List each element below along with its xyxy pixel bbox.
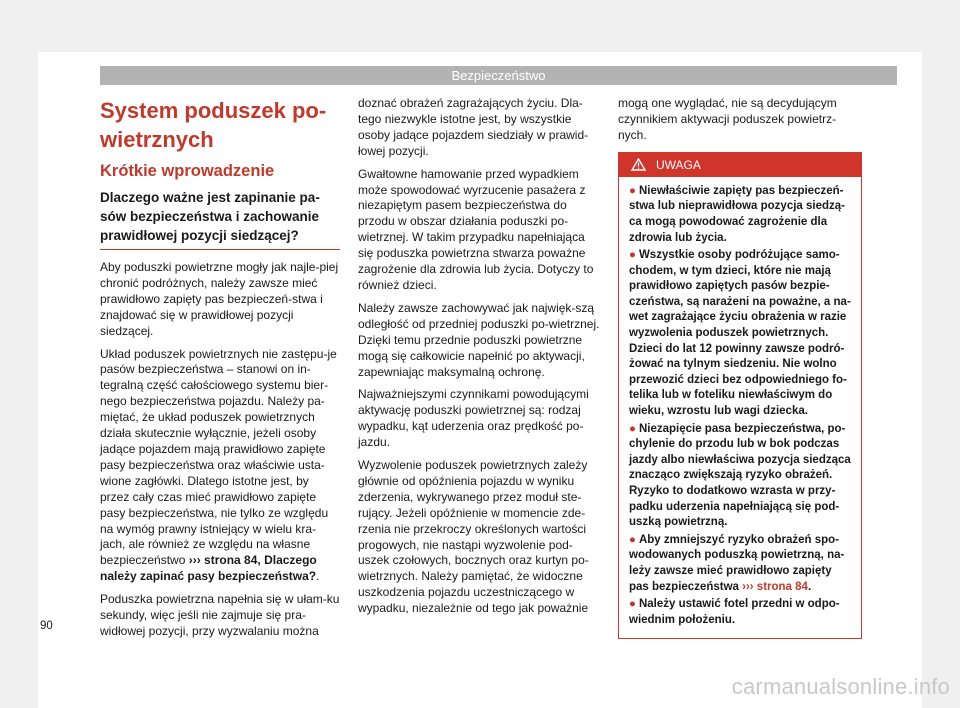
warning-item-text: Wszystkie osoby podróżujące samo-chodem, w tym dzieci, które nie mają prawidłowo zapiętych pasów bezpie-czeństwa, są narażeni na poważne, a na-wet zagrażające życiu obrażenia w razie wyzwolenia poduszek powietrznych. Dzieci do lat 12 powinny zawsze podró-żować na tylnym siedzeniu. Nie wolno przewozić dzieci bez odpowiedniego fo-telika lub w foteliku niewłaściwym do wieku, wzrostu lub wagi dziecka.	[629, 249, 851, 418]
bullet-icon: ●	[629, 249, 636, 262]
paragraph: Aby poduszki powietrzne mogły jak najle-piej chronić podróżnych, należy zawsze mieć prawidłowo zapięty pas bezpieczeń-stwa i znajdować się w prawidłowej pozycji siedzącej.	[100, 260, 339, 338]
page-title	[100, 96, 340, 154]
paragraph: Najważniejszymi czynnikami powodującymi aktywację poduszki powietrznej są: rodzaj wypadku, kąt uderzenia oraz prędkość po-jazdu.	[358, 387, 589, 450]
page-title-line2: wietrznych	[100, 127, 214, 152]
warning-item	[629, 248, 851, 420]
page-title-line1: System poduszek po-	[100, 98, 327, 123]
bullet-icon: ●	[629, 184, 636, 197]
warning-item	[629, 533, 851, 595]
paragraph-text: Układ poduszek powietrznych nie zastępu-je pasów bezpieczeństwa – stanowi on in-tegralną część całościowego systemu bier-nego bezpieczeństwa pojazdu. Należy pa-miętać, że układ poduszek powietrznych działa skutecznie wyłącznie, jeżeli osoby jadące pojazdem mają prawidłowo zapięte pasy bezpieczeństwa oraz właściwie usta-wione zagłówki. Dlatego istotne jest, by przez cały czas mieć prawidłowo zapięte pasy bezpieczeństwa, nie tylko ze względu na wymóg prawny istniejący w wielu kra-jach, ale również ze względu na własne bezpieczeństwo	[100, 346, 337, 568]
paragraph: Należy zawsze zachowywać jak najwięk-szą odległość od przedniej poduszki po-wietrznej. Dzięki temu przednie poduszki powietrzne mogą się całkowicie napełnić po aktywacji, zapewniając maksymalną ochronę.	[358, 300, 600, 379]
section-header: Bezpieczeństwo	[100, 66, 897, 85]
page-number: 90	[40, 620, 53, 632]
paragraph: Poduszka powietrzna napełnia się w ułam-ku sekundy, więc jeśli nie zajmuje się pra-widłowej pozycji, przy wyzwalaniu można	[100, 592, 340, 638]
warning-item-text: Niezapięcie pasa bezpieczeństwa, po-chylenie do przodu lub w bok podczas jazdy albo niewłaściwa pozycja siedząca znacząco zwiększają ryzyko obrażeń. Ryzyko to dodatkowo wzrasta w przy-padku uderzenia napełniającą się pod-uszką powietrzną.	[629, 422, 851, 529]
warning-item	[629, 597, 851, 628]
warning-item-text: Niewłaściwie zapięty pas bezpieczeń-stwa lub nieprawidłowa pozycja siedzą-ca mogą powodować zagrożenie dla zdrowia lub życia.	[629, 184, 845, 244]
question-heading: Dlaczego ważne jest zapinanie pa-sów bezpieczeństwa i zachowanie prawidłowej pozycji siedzącej?	[100, 190, 320, 243]
paragraph: doznać obrażeń zagrażających życiu. Dla-tego niezwykle istotne jest, by wszystkie osoby jadące pojazdem siedziały w prawid-łowej pozycji.	[358, 96, 589, 158]
watermark: carmanualsonline.info	[731, 674, 950, 699]
warning-body	[619, 177, 861, 639]
warning-triangle-icon	[631, 158, 646, 171]
paragraph: Gwałtowne hamowanie przed wypadkiem może spowodować wyrzucenie pasażera z niezapiętym pasem bezpieczeństwa do przodu w obszar działania poduszki po-wietrznej. W takim przypadku napełniająca się poduszka powietrzna stwarza poważne zagrożenie dla zdrowia lub życia. Dotyczy to również dzieci.	[358, 166, 594, 292]
warning-item-end: .	[807, 580, 812, 593]
warning-item-text: Aby zmniejszyć ryzyko obrażeń spo-wodowanych poduszką powietrzną, na-leży zawsze mieć prawidłowo zapięty pas bezpieczeństwa	[629, 533, 845, 593]
cross-reference-link[interactable]: ››› strona 84	[742, 580, 808, 593]
paragraph-end: .	[316, 569, 320, 584]
heading-rule	[100, 188, 340, 250]
manual-page	[38, 52, 922, 708]
column-1	[100, 96, 340, 647]
cross-reference-link[interactable]: ››› strona 84, Dlaczego należy zapinać pasy bezpieczeństwa?	[100, 553, 317, 584]
warning-item	[629, 422, 851, 531]
warning-item-text: Należy ustawić fotel przedni w odpo-wiednim położeniu.	[629, 598, 840, 626]
bullet-icon: ●	[629, 598, 636, 611]
paragraph: Wyzwolenie poduszek powietrznych zależy głównie od opóźnienia pojazdu w wyniku zderzenia, wykrywanego przez moduł ste-rujący. Jeżeli opóźnienie w momencie zde-rzenia nie przekroczy określonych wartości progowych, nie nastąpi wyzwolenie pod-uszek czołowych, bocznych oraz kurtyn po-wietrznych. Należy pamiętać, że widoczne uszkodzenia pojazdu uczestniczącego w wypadku, niezależnie od tego jak poważnie	[358, 458, 589, 616]
paragraph	[100, 347, 340, 586]
paragraph: mogą one wyglądać, nie są decydującym czynnikiem aktywacji poduszek powietrz-nych.	[618, 96, 837, 142]
bullet-icon: ●	[629, 533, 636, 546]
warning-label: UWAGA	[656, 157, 701, 172]
warning-box	[618, 152, 862, 640]
warning-header	[619, 153, 861, 177]
column-2	[358, 96, 600, 624]
warning-item	[629, 184, 851, 246]
section-subtitle: Krótkie wprowadzenie	[100, 162, 275, 180]
column-3	[618, 96, 862, 639]
bullet-icon: ●	[629, 422, 636, 435]
